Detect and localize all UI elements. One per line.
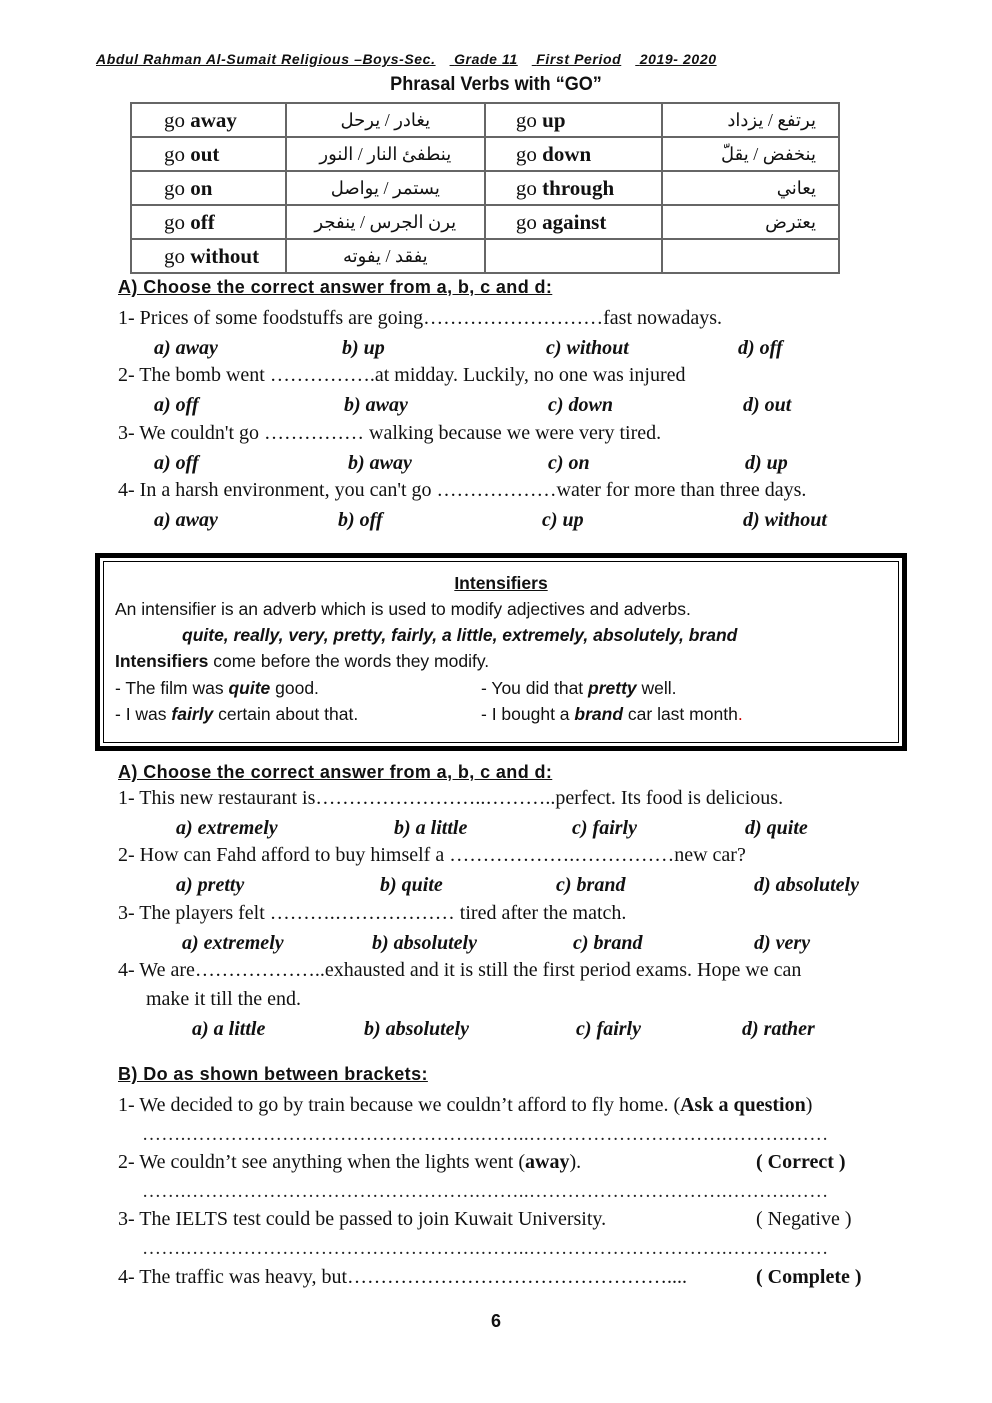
question-text: 4- We are………………..exhausted and it is still the first period exams. Hope we can xyxy=(118,959,802,981)
option-a[interactable]: a) away xyxy=(154,509,218,531)
definition-text: An intensifier is an adverb which is used to modify adjectives and adverbs. xyxy=(115,599,691,619)
option-a[interactable]: a) a little xyxy=(192,1018,266,1040)
question-text: 2- The bomb went …………….at midday. Luckily, no one was injured xyxy=(118,364,686,386)
phrase-cell: go on xyxy=(131,171,286,205)
document-header xyxy=(96,51,858,67)
section-heading-choose-1: A) Choose the correct answer from a, b, c and d: xyxy=(118,277,553,297)
transformation-item: 2- We couldn’t see anything when the lights went (away). xyxy=(118,1151,582,1173)
option-c[interactable]: c) fairly xyxy=(572,817,637,839)
phrase-cell: go out xyxy=(131,137,286,171)
option-d[interactable]: d) up xyxy=(745,452,788,474)
question-text: 1- This new restaurant is……………………..………..perfect. Its food is delicious. xyxy=(118,787,784,809)
answer-options xyxy=(0,509,992,533)
empty-cell xyxy=(485,239,662,273)
year-label: 2019- 2020 xyxy=(639,51,717,67)
option-d[interactable]: d) quite xyxy=(745,817,808,839)
option-d[interactable]: d) off xyxy=(738,337,783,359)
table-row xyxy=(131,171,839,205)
phrase-cell: go away xyxy=(131,103,286,137)
answer-options xyxy=(0,874,992,898)
school-name: Abdul Rahman Al-Sumait Religious –Boys-Sec. xyxy=(96,51,436,67)
option-c[interactable]: c) fairly xyxy=(576,1018,641,1040)
instruction-bracket: ( Correct ) xyxy=(756,1151,846,1173)
translation-cell: يستمر / يواصل xyxy=(286,171,485,205)
translation-cell: يعترض xyxy=(662,205,839,239)
answer-options xyxy=(0,1018,992,1042)
translation-cell: ينخفض / يقلّ xyxy=(662,137,839,171)
answer-options xyxy=(0,337,992,361)
page-number: 6 xyxy=(490,1311,501,1331)
transformation-item: 3- The IELTS test could be passed to join Kuwait University. xyxy=(118,1208,607,1230)
translation-cell: يغادر / يرحل xyxy=(286,103,485,137)
answer-line[interactable]: …….……………………………………….……..………………………….……….…… xyxy=(142,1238,829,1259)
option-b[interactable]: b) quite xyxy=(380,874,443,896)
option-b[interactable]: b) up xyxy=(342,337,385,359)
option-a[interactable]: a) off xyxy=(154,452,199,474)
phrasal-verbs-table xyxy=(130,102,840,274)
answer-options xyxy=(0,394,992,418)
phrase-cell: go through xyxy=(485,171,662,205)
option-c[interactable]: c) on xyxy=(548,452,590,474)
rule-text: Intensifiers come before the words they modify. xyxy=(115,651,490,671)
table-row xyxy=(131,137,839,171)
example-text: - I bought a brand car last month. xyxy=(481,704,743,724)
example-text: - I was fairly certain about that. xyxy=(115,704,359,724)
option-a[interactable]: a) away xyxy=(154,337,218,359)
table-row xyxy=(131,205,839,239)
question-text: 4- In a harsh environment, you can't go ………………water for more than three days. xyxy=(118,479,807,501)
phrase-cell: go without xyxy=(131,239,286,273)
option-a[interactable]: a) pretty xyxy=(176,874,245,896)
phrase-cell: go down xyxy=(485,137,662,171)
option-c[interactable]: c) brand xyxy=(556,874,626,896)
option-c[interactable]: c) without xyxy=(546,337,629,359)
option-c[interactable]: c) brand xyxy=(573,932,643,954)
option-b[interactable]: b) off xyxy=(338,509,383,531)
question-text: 2- How can Fahd afford to buy himself a ……………….……………new car? xyxy=(118,844,746,866)
table-row xyxy=(131,103,839,137)
example-text: - You did that pretty well. xyxy=(481,678,677,698)
translation-cell: يرتفع / يزداد xyxy=(662,103,839,137)
grade-label: Grade 11 xyxy=(454,51,518,67)
translation-cell: يرن الجرس / ينفجر xyxy=(286,205,485,239)
option-b[interactable]: b) absolutely xyxy=(372,932,477,954)
page-title: Phrasal Verbs with “GO” xyxy=(390,74,602,95)
phrase-cell: go up xyxy=(485,103,662,137)
instruction-bracket: ( Negative ) xyxy=(756,1208,852,1230)
intensifier-list: quite, really, very, pretty, fairly, a little, extremely, absolutely, brand xyxy=(182,625,738,645)
transformation-item: 1- We decided to go by train because we couldn’t afford to fly home. (Ask a question) xyxy=(118,1094,813,1116)
option-b[interactable]: b) away xyxy=(348,452,412,474)
option-d[interactable]: d) rather xyxy=(742,1018,815,1040)
intensifiers-box xyxy=(95,553,907,751)
option-a[interactable]: a) off xyxy=(154,394,199,416)
option-b[interactable]: b) a little xyxy=(394,817,468,839)
answer-options xyxy=(0,932,992,956)
question-text-continued: make it till the end. xyxy=(146,988,301,1010)
empty-cell xyxy=(662,239,839,273)
option-b[interactable]: b) absolutely xyxy=(364,1018,469,1040)
answer-line[interactable]: …….……………………………………….……..………………………….……….…… xyxy=(142,1181,829,1202)
translation-cell: يعاني xyxy=(662,171,839,205)
phrase-cell: go off xyxy=(131,205,286,239)
intensifiers-box-inner xyxy=(103,561,899,743)
question-text: 1- Prices of some foodstuffs are going………………………fast nowadays. xyxy=(118,307,722,329)
option-a[interactable]: a) extremely xyxy=(182,932,284,954)
option-c[interactable]: c) down xyxy=(548,394,613,416)
example-text: - The film was quite good. xyxy=(115,678,319,698)
option-d[interactable]: d) very xyxy=(754,932,811,954)
option-d[interactable]: d) out xyxy=(743,394,792,416)
transformation-item[interactable]: 4- The traffic was heavy, but………………………………………….... xyxy=(118,1266,687,1288)
answer-options xyxy=(0,452,992,476)
option-d[interactable]: d) absolutely xyxy=(754,874,859,896)
answer-options xyxy=(0,817,992,841)
table-row xyxy=(131,239,839,273)
instruction-bracket: ( Complete ) xyxy=(756,1266,862,1288)
question-text: 3- The players felt ……….……………… tired after the match. xyxy=(118,902,627,924)
translation-cell: يفقد / يفوته xyxy=(286,239,485,273)
option-c[interactable]: c) up xyxy=(542,509,584,531)
section-heading-brackets: B) Do as shown between brackets: xyxy=(118,1064,428,1084)
period-label: First Period xyxy=(536,51,622,67)
option-a[interactable]: a) extremely xyxy=(176,817,278,839)
translation-cell: ينطفئ النار / النور xyxy=(286,137,485,171)
answer-line[interactable]: …….……………………………………….……..………………………….……….…… xyxy=(142,1124,829,1145)
section-heading-choose-2: A) Choose the correct answer from a, b, c and d: xyxy=(118,762,553,782)
phrase-cell: go against xyxy=(485,205,662,239)
option-d[interactable]: d) without xyxy=(743,509,827,531)
box-title: Intensifiers xyxy=(454,573,548,593)
option-b[interactable]: b) away xyxy=(344,394,408,416)
question-text: 3- We couldn't go …………… walking because we were very tired. xyxy=(118,422,662,444)
